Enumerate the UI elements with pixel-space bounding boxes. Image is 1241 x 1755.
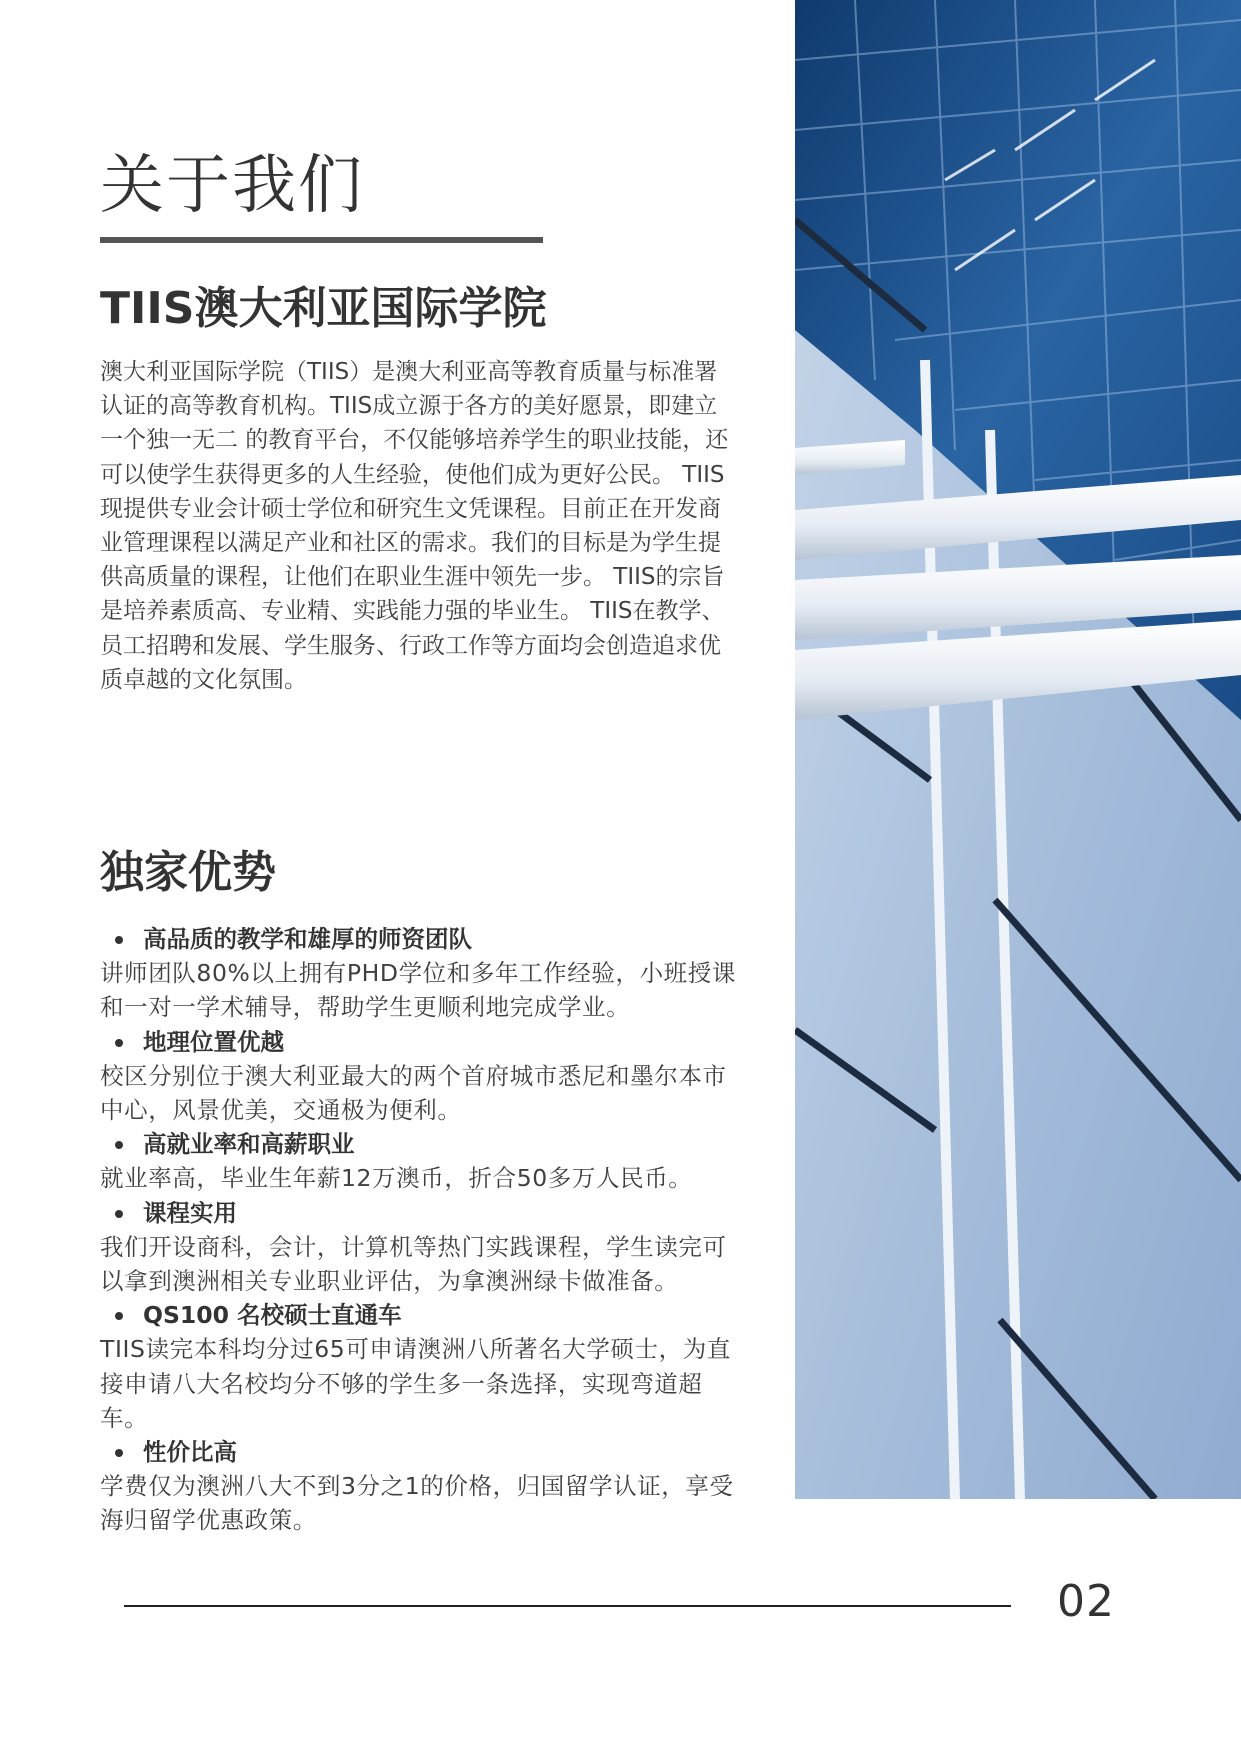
advantage-item [100, 922, 750, 1025]
advantage-title [100, 1298, 750, 1332]
advantage-desc: TIIS读完本科均分过65可申请澳洲八所著名大学硕士，为直接申请八大名校均分不够的学生多一条选择，实现弯道超车。 [100, 1335, 731, 1432]
title-underline [100, 237, 543, 243]
advantage-title [100, 922, 750, 956]
advantage-title-text: QS100 名校硕士直通车 [143, 1301, 402, 1330]
building-photo-illustration [795, 0, 1241, 1499]
advantage-item [100, 1025, 750, 1128]
page-title: 关于我们 [100, 149, 364, 223]
advantage-item [100, 1127, 750, 1195]
advantage-desc: 校区分别位于澳大利亚最大的两个首府城市悉尼和墨尔本市中心，风景优美，交通极为便利。 [100, 1061, 727, 1125]
bullet-icon [115, 936, 123, 944]
building-photo [795, 0, 1241, 1499]
advantage-item [100, 1435, 750, 1538]
bullet-icon [115, 1039, 123, 1047]
advantage-desc: 学费仅为澳洲八大不到3分之1的价格，归国留学认证，享受海归留学优惠政策。 [100, 1472, 734, 1535]
advantage-title [100, 1196, 750, 1230]
page-number: 02 [1057, 1576, 1115, 1627]
advantage-title [100, 1435, 750, 1469]
org-heading: TIIS澳大利亚国际学院 [100, 283, 547, 334]
bullet-icon [115, 1141, 123, 1149]
advantage-title-text: 性价比高 [143, 1438, 237, 1467]
advantage-title-text: 高品质的教学和雄厚的师资团队 [143, 925, 472, 953]
advantage-title-text: 高就业率和高薪职业 [143, 1130, 355, 1159]
advantage-desc: 讲师团队80%以上拥有PHD学位和多年工作经验，小班授课和一对一学术辅导，帮助学生更顺利地完成学业。 [100, 959, 736, 1022]
advantage-desc: 就业率高，毕业生年薪12万澳币，折合50多万人民币。 [100, 1164, 693, 1193]
advantage-title [100, 1127, 750, 1161]
bullet-icon [115, 1210, 123, 1218]
advantage-title-text: 课程实用 [143, 1198, 237, 1227]
advantage-item [100, 1298, 750, 1435]
advantage-desc: 我们开设商科，会计，计算机等热门实践课程，学生读完可以拿到澳洲相关专业职业评估，为拿澳洲绿卡做准备。 [100, 1232, 727, 1296]
advantage-item [100, 1196, 750, 1299]
advantages-heading: 独家优势 [100, 847, 276, 898]
intro-paragraph: 澳大利亚国际学院（TIIS）是澳大利亚高等教育质量与标准署认证的高等教育机构。TIIS成立源于各方的美好愿景，即建立一个独一无二 的教育平台，不仅能够培养学生的职业技能，还可以使学生获得更多的人生经验，使他们成为更好公民。 TIIS现提供专业会计硕士学位和研究生文凭课程。目前正在开发商业管理课程以满足产业和社区的需求。我们的目标是为学生提供高质量的课程，让他们在职业生涯中领先一步。 TIIS的宗旨是培养素质高、专业精、实践能力强的毕业生。 TIIS在教学、员工招聘和发展、学生服务、行政工作等方面均会创造追求优质卓越的文化氛围。 [100, 359, 729, 693]
bullet-icon [115, 1449, 123, 1457]
advantage-title-text: 地理位置优越 [143, 1027, 284, 1056]
footer-divider [124, 1605, 1011, 1607]
bullet-icon [115, 1312, 123, 1320]
advantage-title [100, 1025, 750, 1059]
advantages-list [100, 922, 750, 1538]
